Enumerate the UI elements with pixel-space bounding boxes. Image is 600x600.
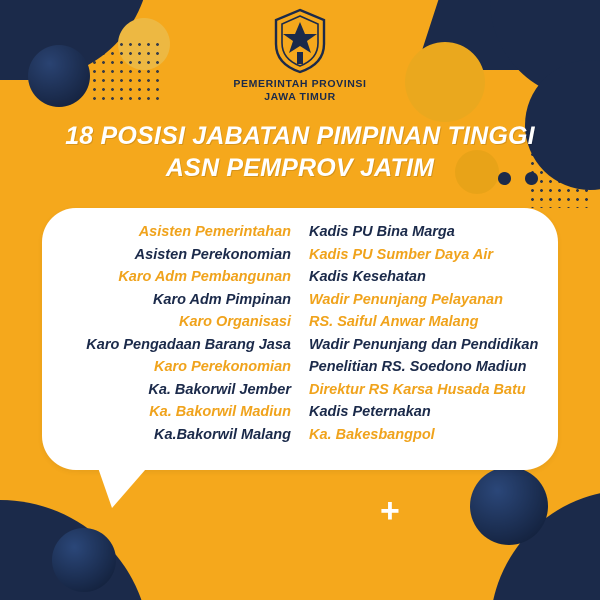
speech-bubble-tail (96, 462, 152, 508)
position-entry: Kadis Peternakan (309, 404, 431, 420)
east-java-province-emblem-icon (272, 8, 328, 74)
position-entry: Wadir Penunjang Pelayanan (309, 291, 503, 308)
position-entry: Kadis PU Bina Marga (309, 224, 455, 240)
decor-navy-sphere-bottomleft (52, 528, 116, 592)
gov-name-line1: PEMERINTAH PROVINSI (233, 78, 367, 90)
position-entry: Penelitian RS. Soedono Madiun (309, 359, 527, 375)
position-entry: Karo Organisasi (178, 314, 291, 330)
position-entry: Asisten Pemerintahan (138, 224, 291, 240)
position-entry: Kadis Kesehatan (309, 269, 426, 285)
title-line-2: ASN PEMPROV JATIM (165, 153, 435, 182)
position-entry: Kadis PU Sumber Daya Air (309, 246, 493, 263)
position-entry: Ka. Bakorwil Madiun (149, 404, 291, 420)
position-entry: Asisten Perekonomian (134, 246, 291, 263)
plus-icon: + (380, 492, 400, 530)
positions-left-column (60, 222, 303, 462)
position-entry: Wadir Penunjang dan Pendidikan (309, 336, 539, 353)
position-entry: Karo Pengadaan Barang Jasa (86, 336, 291, 353)
title-line-1: 18 POSISI JABATAN PIMPINAN TINGGI (65, 122, 535, 150)
position-entry: Karo Adm Pimpinan (152, 291, 291, 308)
position-entry: RS. Saiful Anwar Malang (309, 314, 479, 330)
position-entry: Direktur RS Karsa Husada Batu (309, 381, 526, 398)
gov-name (0, 78, 600, 104)
positions-right-column (303, 222, 540, 462)
position-entry: Ka. Bakorwil Jember (148, 381, 291, 398)
position-entry: Karo Adm Pembangunan (118, 269, 291, 285)
poster-title (0, 123, 600, 182)
gov-name-line2: JAWA TIMUR (264, 91, 336, 104)
decor-navy-sphere-bottomright (470, 467, 548, 545)
header-logo-block (0, 8, 600, 104)
position-entry: Ka.Bakorwil Malang (154, 426, 291, 443)
positions-columns (42, 222, 558, 462)
position-entry: Karo Perekonomian (154, 359, 291, 375)
position-entry: Ka. Bakesbangpol (309, 426, 435, 443)
